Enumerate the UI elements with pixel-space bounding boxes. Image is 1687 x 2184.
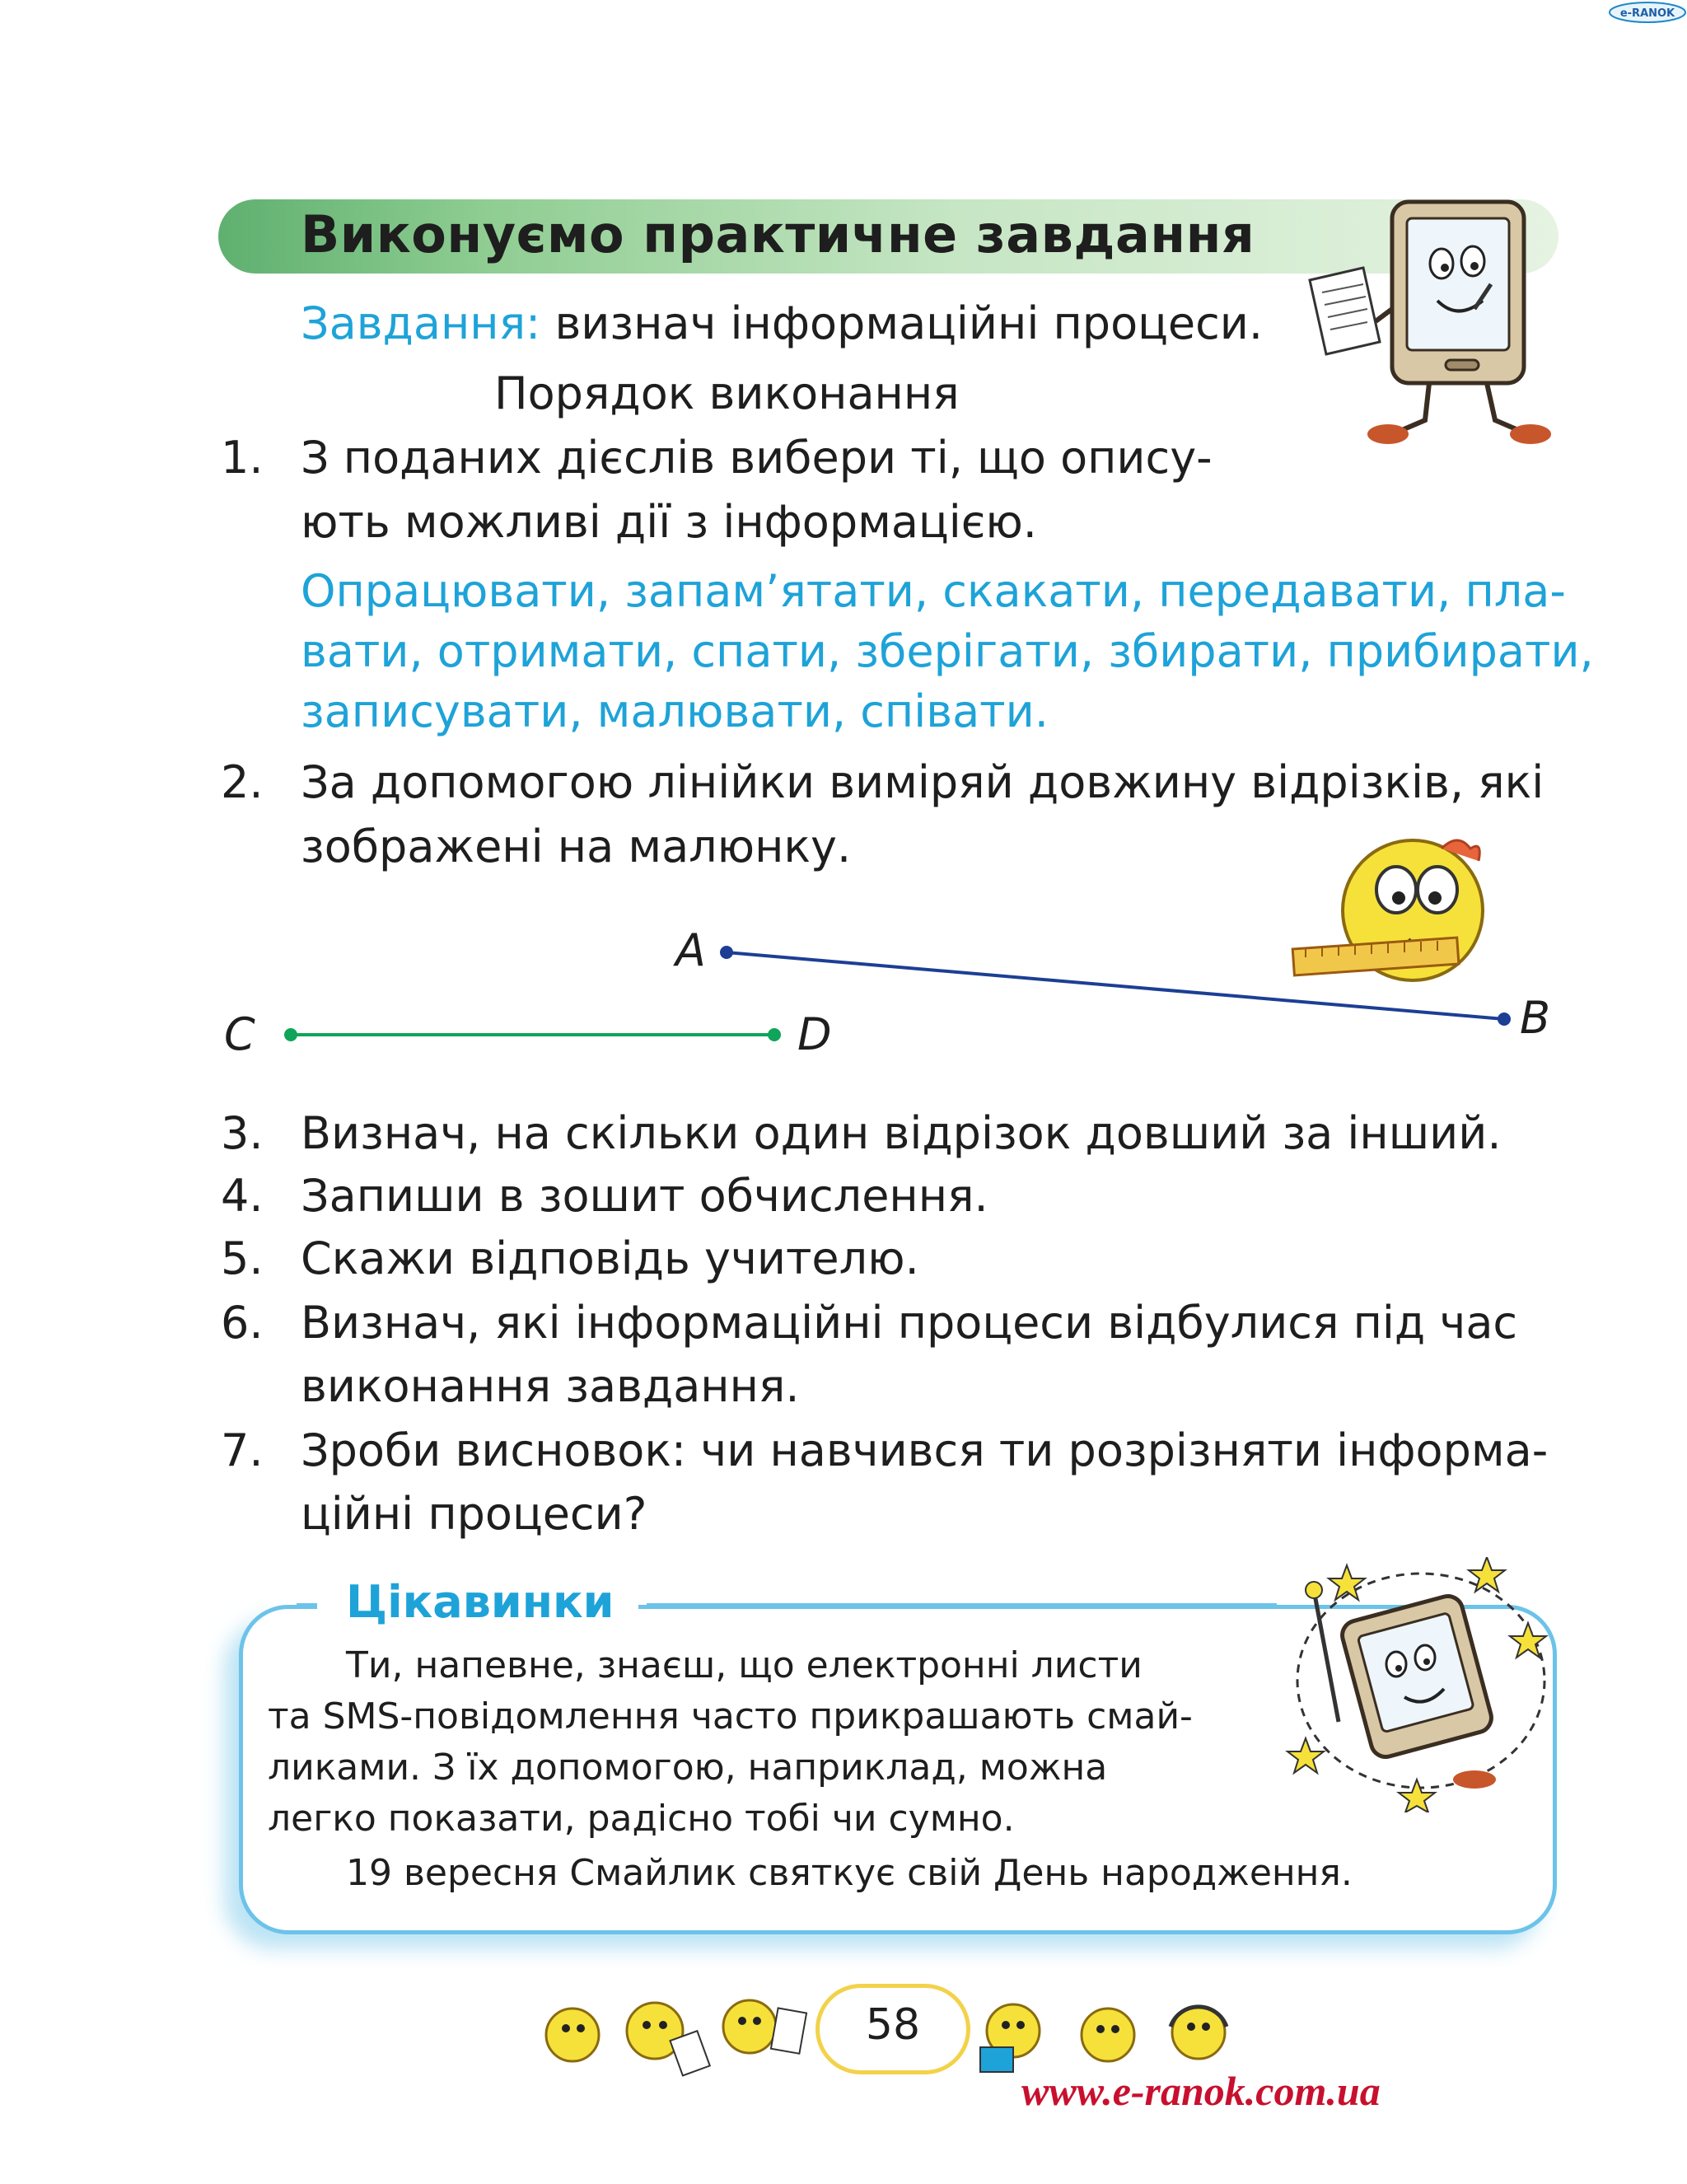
facts-line: 19 вересня Смайлик святкує свій День народження. bbox=[346, 1852, 1353, 1894]
footer-smileys-left-illustration bbox=[540, 1977, 811, 2084]
segments-figure bbox=[206, 906, 1606, 1071]
step-text: виконання завдання. bbox=[301, 1360, 800, 1412]
verbs-line: записувати, малювати, співати. bbox=[301, 685, 1049, 737]
facts-rule-left bbox=[297, 1603, 317, 1607]
step-text: ють можливі дії з інформацією. bbox=[301, 496, 1037, 548]
section-title: Виконуємо практичне завдання bbox=[301, 204, 1255, 264]
facts-title: Цікавинки bbox=[346, 1576, 615, 1628]
step-text: Зроби висновок: чи навчився ти розрізняти інформа- bbox=[301, 1424, 1549, 1476]
step-text: Запиши в зошит обчислення. bbox=[301, 1170, 988, 1222]
task-line bbox=[301, 292, 1263, 355]
step-number: 7. bbox=[221, 1424, 264, 1476]
segment-ab bbox=[727, 952, 1504, 1019]
point-b bbox=[1498, 1012, 1511, 1026]
step-number: 3. bbox=[221, 1107, 264, 1159]
step-text: зображені на малюнку. bbox=[301, 821, 852, 872]
tablet-mascot-magic-wand-illustration bbox=[1281, 1557, 1553, 1812]
step-text: ційні процеси? bbox=[301, 1488, 647, 1540]
step-text: З поданих дієслів вибери ті, що опису- bbox=[301, 432, 1213, 484]
verbs-line: Опрацювати, запам’ятати, скакати, передавати, пла- bbox=[301, 565, 1566, 617]
label-c: C bbox=[224, 1008, 255, 1060]
facts-line: легко показати, радісно тобі чи сумно. bbox=[268, 1798, 1015, 1840]
point-d bbox=[768, 1028, 781, 1041]
tablet-mascot-writing-illustration bbox=[1285, 185, 1557, 449]
page-number: 58 bbox=[865, 2000, 921, 2050]
facts-rule-right bbox=[647, 1603, 1277, 1607]
facts-line: та SMS-повідомлення часто прикрашають смай- bbox=[268, 1695, 1193, 1737]
step-text: Скажи відповідь учителю. bbox=[301, 1232, 919, 1284]
order-heading: Порядок виконання bbox=[494, 367, 960, 419]
step-number: 2. bbox=[221, 756, 264, 808]
facts-line: ликами. З їх допомогою, наприклад, можна bbox=[268, 1747, 1108, 1789]
step-number: 4. bbox=[221, 1170, 264, 1222]
point-c bbox=[284, 1028, 297, 1041]
label-a: A bbox=[675, 924, 706, 976]
logo-text: e-RANOK bbox=[1619, 7, 1675, 20]
step-text: За допомогою лінійки виміряй довжину відрізків, які bbox=[301, 756, 1544, 808]
step-number: 6. bbox=[221, 1297, 264, 1349]
point-a bbox=[720, 946, 733, 959]
verbs-line: вати, отримати, спати, зберігати, збирати, прибирати, bbox=[301, 625, 1594, 677]
task-label: Завдання: bbox=[301, 297, 541, 349]
task-text: визнач інформаційні процеси. bbox=[554, 297, 1264, 349]
publisher-logo bbox=[1608, 0, 1687, 25]
publisher-website-link[interactable]: www.e-ranok.com.ua bbox=[1021, 2068, 1381, 2114]
facts-line: Ти, напевне, знаєш, що електронні листи bbox=[346, 1644, 1143, 1686]
step-number: 1. bbox=[221, 432, 264, 484]
label-b: B bbox=[1520, 992, 1551, 1044]
label-d: D bbox=[797, 1008, 832, 1060]
step-number: 5. bbox=[221, 1232, 264, 1284]
step-text: Визнач, які інформаційні процеси відбулися під час bbox=[301, 1297, 1518, 1349]
step-text: Визнач, на скільки один відрізок довший за інший. bbox=[301, 1107, 1502, 1159]
